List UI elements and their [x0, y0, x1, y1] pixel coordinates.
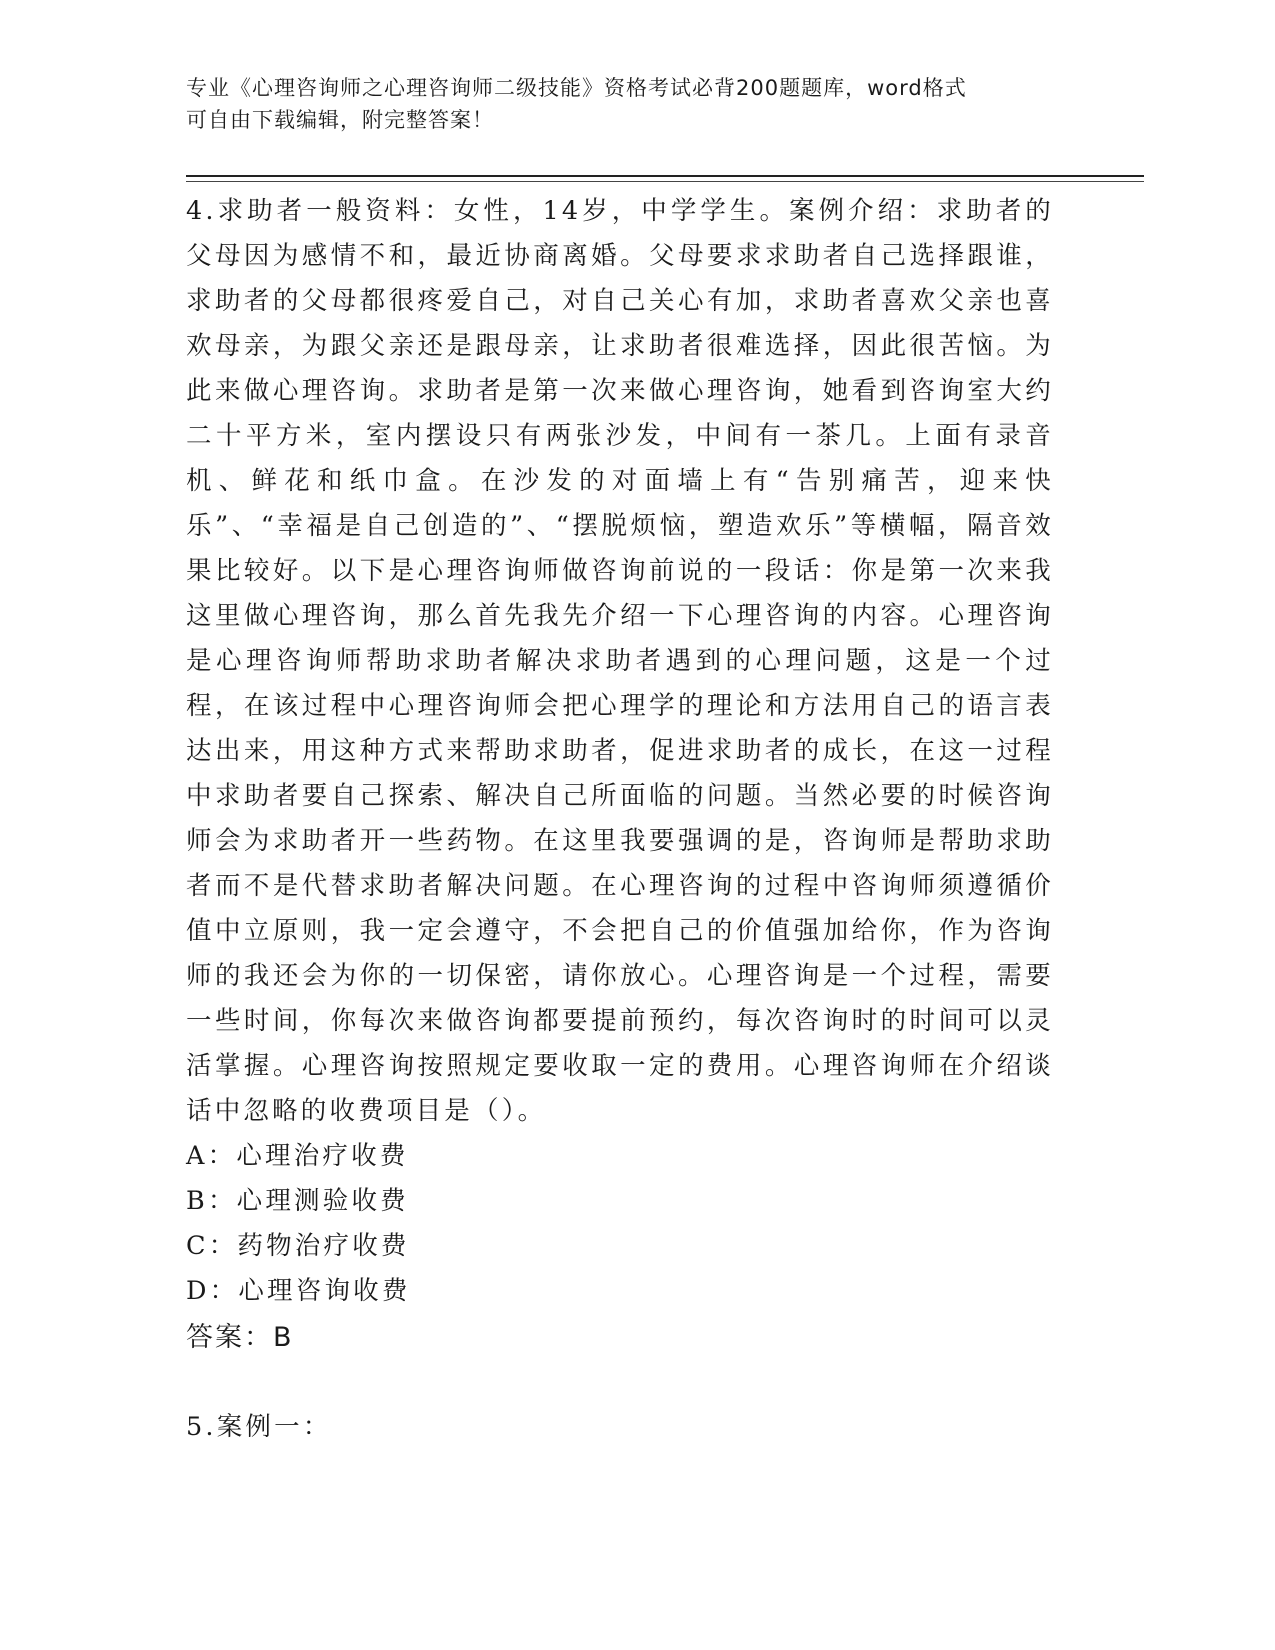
- option-b: B：心理测验收费: [186, 1186, 409, 1216]
- question-number: 4.: [186, 196, 217, 226]
- option-d: D：心理咨询收费: [186, 1276, 411, 1306]
- document-header: [186, 72, 1066, 136]
- option-list: [186, 1134, 1054, 1314]
- option-a: A：心理治疗收费: [186, 1141, 409, 1171]
- question-stem: [186, 189, 1054, 1134]
- option-c: C：药物治疗收费: [186, 1231, 410, 1261]
- header-line-1: 专业《心理咨询师之心理咨询师二级技能》资格考试必背200题题库，word格式: [186, 76, 967, 100]
- question-block: [186, 189, 1054, 1362]
- header-divider-thin: [186, 181, 1144, 182]
- question-text: 求助者一般资料：女性，14岁，中学学生。案例介绍：求助者的父母因为感情不和，最近协商离婚。父母要求求助者自己选择跟谁，求助者的父母都很疼爱自己，对自己关心有加，求助者喜欢父亲也喜欢母亲，为跟父亲还是跟母亲，让求助者很难选择，因此很苦恼。为此来做心理咨询。求助者是第一次来做心理咨询，她看到咨询室大约二十平方米，室内摆设只有两张沙发，中间有一茶几。上面有录音机、鲜花和纸巾盒。在沙发的对面墙上有“告别痛苦，迎来快乐”、“幸福是自己创造的”、“摆脱烦恼，塑造欢乐”等横幅，隔音效果比较好。以下是心理咨询师做咨询前说的一段话：你是第一次来我这里做心理咨询，那么首先我先介绍一下心理咨询的内容。心理咨询是心理咨询师帮助求助者解决求助者遇到的心理问题，这是一个过程，在该过程中心理咨询师会把心理学的理论和方法用自己的语言表达出来，用这种方式来帮助求助者，促进求助者的成长，在这一过程中求助者要自己探索、解决自己所面临的问题。当然必要的时候咨询师会为求助者开一些药物。在这里我要强调的是，咨询师是帮助求助者而不是代替求助者解决问题。在心理咨询的过程中咨询师须遵循价值中立原则，我一定会遵守，不会把自己的价值强加给你，作为咨询师的我还会为你的一切保密，请你放心。心理咨询是一个过程，需要一些时间，你每次来做咨询都要提前预约，每次咨询时的时间可以灵活掌握。心理咨询按照规定要收取一定的费用。心理咨询师在介绍谈话中忽略的收费项目是（）。: [186, 196, 1054, 1126]
- next-question-heading: 5.案例一：: [186, 1412, 332, 1442]
- header-line-2: 可自由下载编辑，附完整答案！: [186, 108, 494, 132]
- header-divider-thick: [186, 175, 1144, 177]
- answer-line: 答案：B: [186, 1322, 294, 1353]
